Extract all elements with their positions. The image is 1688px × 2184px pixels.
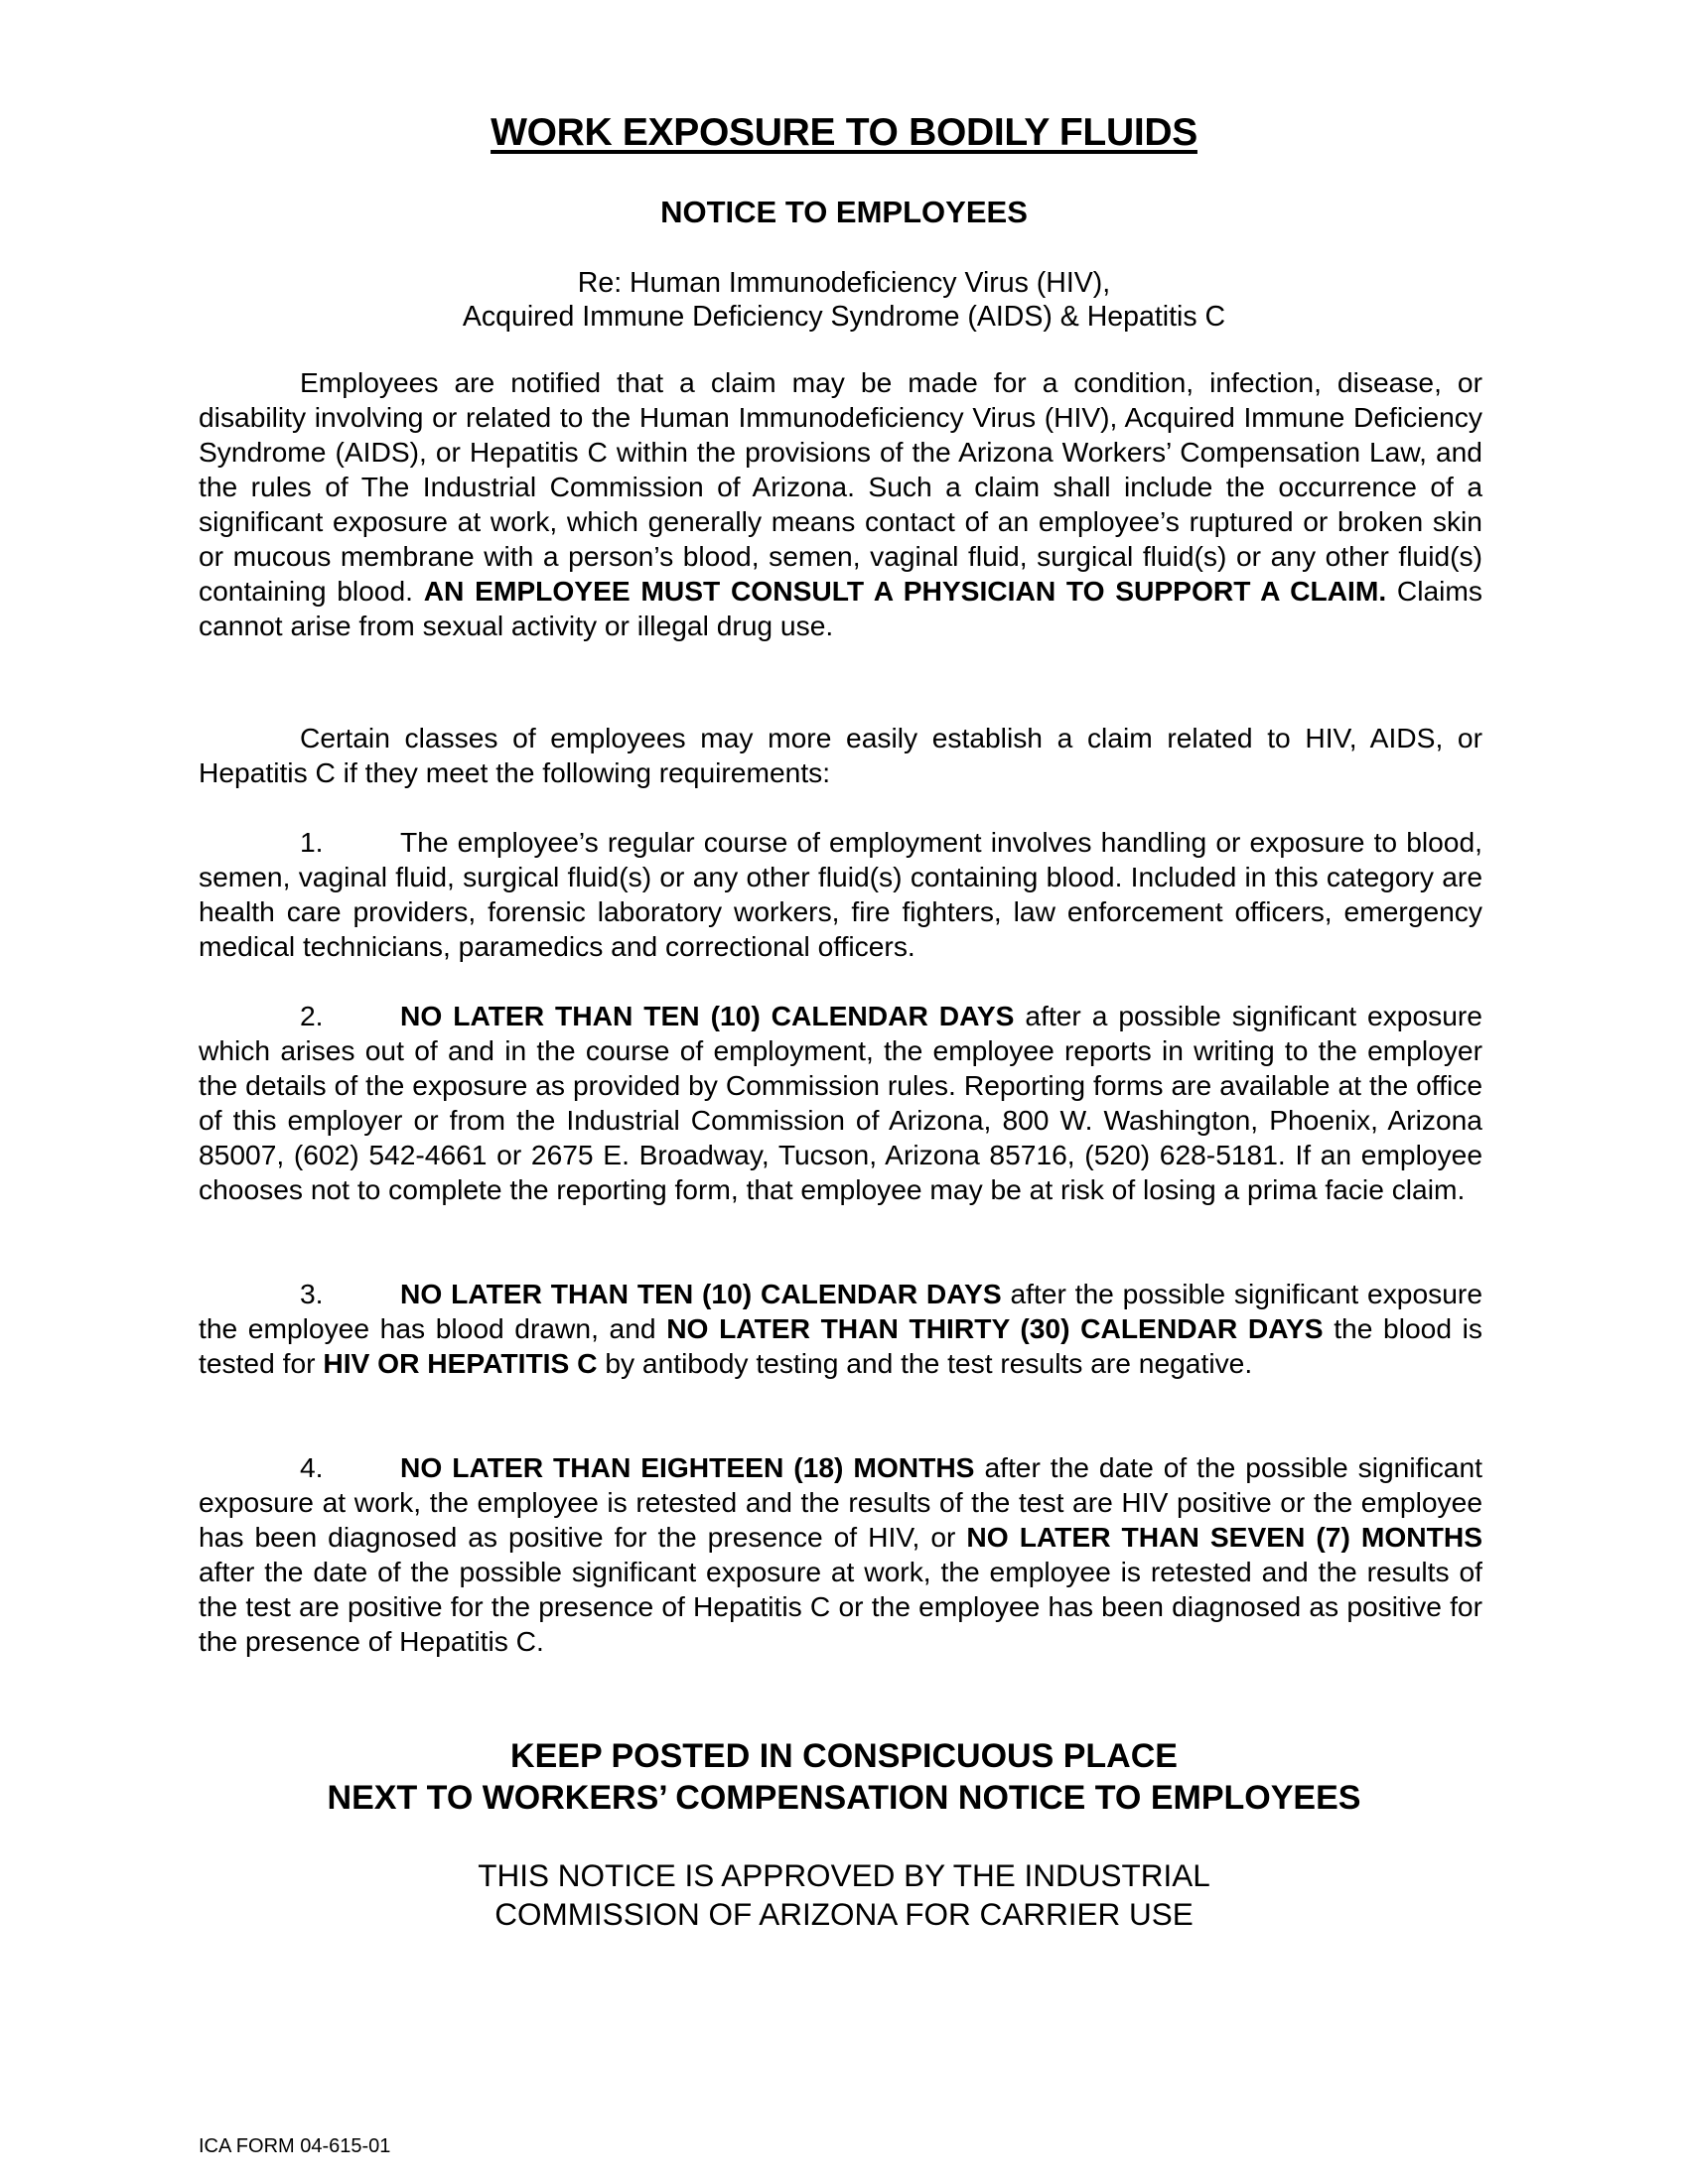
document-title (0, 110, 1688, 156)
approval-notice (0, 1856, 1688, 1934)
requirement-number: 2. (300, 1000, 324, 1031)
requirement-text: after a possible significant exposure which arises out of and in the course of employment, the employee reports in writing to the employer the details of the exposure as provided by Commission rules. Reporting forms are available at the office of this employer or from the Industrial Commission of Arizona, 800 W. Washington, Phoenix, Arizona 85007, (602) 542-4661 or 2675 E. Broadway, Tucson, Arizona 85716, (520) 628-5181. If an employee chooses not to complete the reporting form, that employee may be at risk of losing a prima facie claim. (199, 1000, 1482, 1205)
requirement-item-2 (199, 999, 1482, 1207)
requirement-deadline-bold: NO LATER THAN THIRTY (30) CALENDAR DAYS (666, 1312, 1324, 1344)
posting-notice (0, 1735, 1688, 1819)
requirement-number: 3. (300, 1278, 324, 1309)
requirement-deadline-bold: NO LATER THAN TEN (10) CALENDAR DAYS (400, 1278, 1002, 1309)
regarding-line: Acquired Immune Deficiency Syndrome (AIDS) & Hepatitis C (462, 301, 1226, 333)
requirement-text: the blood is tested for (199, 1312, 1482, 1379)
intro-text: Employees are notified that a claim may be made for a condition, infection, disease, or disability involving or related to the Human Immunodeficiency Virus (HIV), Acquired Immune Deficiency Syndrome (AIDS), or Hepatitis C within the provisions of the Arizona Workers’ Compensation Law, and the rules of The Industrial Commission of Arizona. Such a claim shall include the occurrence of a significant exposure at work, which generally means contact of an employee’s ruptured or broken skin or mucous membrane with a person’s blood, semen, vaginal fluid, surgical fluid(s) or any other fluid(s) containing blood. (199, 366, 1482, 607)
document-subtitle: NOTICE TO EMPLOYEES (660, 195, 1028, 229)
form-number: ICA FORM 04-615-01 (199, 2135, 391, 2157)
requirements-intro-text: Certain classes of employees may more easily establish a claim related to HIV, AIDS, or Hepatitis C if they meet the following requirements: (199, 722, 1482, 788)
intro-paragraph (199, 365, 1482, 643)
requirement-text: after the possible significant exposure the employee has blood drawn, and (199, 1278, 1482, 1344)
posting-notice-line: NEXT TO WORKERS’ COMPENSATION NOTICE TO EMPLOYEES (327, 1779, 1361, 1817)
document-title-text: WORK EXPOSURE TO BODILY FLUIDS (491, 111, 1197, 154)
requirement-2-paragraph (199, 999, 1482, 1207)
requirement-3-paragraph (199, 1277, 1482, 1381)
intro-bold-warning: AN EMPLOYEE MUST CONSULT A PHYSICIAN TO SUPPORT A CLAIM. (423, 575, 1387, 607)
requirement-item-1 (199, 825, 1482, 964)
requirement-text: The employee’s regular course of employment involves handling or exposure to blood, semen, vaginal fluid, surgical fluid(s) or any other fluid(s) containing blood. Included in this category are health care providers, forensic laboratory workers, fire fighters, law enforcement officers, emergency medical technicians, paramedics and correctional officers. (199, 826, 1482, 962)
requirement-deadline-bold: NO LATER THAN TEN (10) CALENDAR DAYS (400, 1000, 1015, 1031)
intro-text-end: Claims cannot arise from sexual activity or illegal drug use. (199, 575, 1482, 641)
requirement-number: 1. (300, 826, 324, 858)
regarding-line: Re: Human Immunodeficiency Virus (HIV), (577, 267, 1111, 299)
requirement-text: by antibody testing and the test results are negative. (597, 1347, 1253, 1379)
approval-notice-line: THIS NOTICE IS APPROVED BY THE INDUSTRIAL (478, 1857, 1210, 1893)
requirement-deadline-bold: NO LATER THAN EIGHTEEN (18) MONTHS (400, 1451, 975, 1483)
posting-notice-line: KEEP POSTED IN CONSPICUOUS PLACE (510, 1737, 1178, 1775)
requirement-number: 4. (300, 1451, 324, 1483)
requirement-item-4 (199, 1450, 1482, 1659)
regarding-block (0, 266, 1688, 334)
requirement-1-paragraph (199, 825, 1482, 964)
requirement-deadline-bold: HIV OR HEPATITIS C (323, 1347, 598, 1379)
approval-notice-line: COMMISSION OF ARIZONA FOR CARRIER USE (494, 1896, 1194, 1932)
requirement-deadline-bold: NO LATER THAN SEVEN (7) MONTHS (966, 1521, 1482, 1553)
requirement-text: after the date of the possible significant exposure at work, the employee is retested and the results of the test are HIV positive or the employee has been diagnosed as positive for the presence of HIV, or (199, 1451, 1482, 1553)
requirement-4-paragraph (199, 1450, 1482, 1659)
requirement-text: after the date of the possible significant exposure at work, the employee is retested and the results of the test are positive for the presence of Hepatitis C or the employee has been diagnosed as positive for the presence of Hepatitis C. (199, 1556, 1482, 1657)
requirements-intro (199, 721, 1482, 790)
requirement-item-3 (199, 1277, 1482, 1381)
